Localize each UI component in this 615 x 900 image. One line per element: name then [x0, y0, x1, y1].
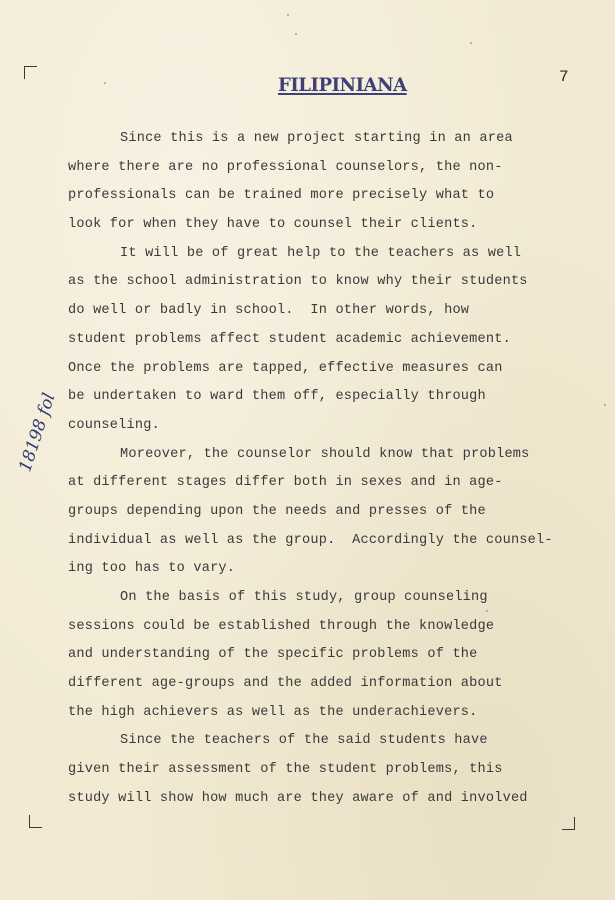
- paper-speck: [604, 404, 606, 406]
- text-line: sessions could be established through the knowledge: [68, 618, 495, 634]
- text-line: look for when they have to counsel their clients.: [68, 217, 478, 233]
- crop-mark-bottom-right: [562, 817, 575, 830]
- text-line: do well or badly in school. In other words, how: [68, 303, 470, 319]
- text-line: Once the problems are tapped, effective measures can: [68, 360, 503, 376]
- text-line: Moreover, the counselor should know that problems: [120, 446, 530, 462]
- text-line: individual as well as the group. Accordingly the counsel-: [68, 532, 553, 548]
- crop-mark-bottom-left: [29, 815, 42, 828]
- text-line: groups depending upon the needs and presses of the: [68, 503, 486, 519]
- text-line: Since the teachers of the said students have: [120, 733, 488, 749]
- filipiniana-stamp: FILIPINIANA: [278, 74, 407, 96]
- paper-speck: [486, 610, 488, 612]
- text-line: counseling.: [68, 417, 160, 433]
- text-line: be undertaken to ward them off, especially through: [68, 389, 486, 405]
- text-line: at different stages differ both in sexes and in age-: [68, 475, 503, 491]
- text-line: given their assessment of the student problems, this: [68, 762, 503, 778]
- text-line: student problems affect student academic achievement.: [68, 331, 511, 347]
- text-line: It will be of great help to the teachers as well: [120, 245, 522, 261]
- text-line: where there are no professional counselors, the non-: [68, 159, 503, 175]
- text-line: as the school administration to know why their students: [68, 274, 528, 290]
- handwritten-margin-note: 18198 fol: [15, 390, 60, 475]
- text-line: Since this is a new project starting in an area: [120, 131, 513, 146]
- body-text: [68, 125, 588, 814]
- text-line: and understanding of the specific problems of the: [68, 647, 478, 663]
- paper-speck: [287, 14, 289, 16]
- page-number: 7: [559, 68, 569, 86]
- paper-speck: [470, 42, 472, 44]
- paper-speck: [295, 33, 297, 35]
- crop-mark-top-left: [24, 66, 37, 79]
- text-line: different age-groups and the added information about: [68, 676, 503, 692]
- paper-speck: [104, 82, 106, 84]
- text-line: professionals can be trained more precisely what to: [68, 188, 495, 204]
- text-line: study will show how much are they aware of and involved: [68, 790, 528, 806]
- text-line: On the basis of this study, group counseling: [120, 590, 488, 605]
- text-line: ing too has to vary.: [68, 561, 236, 577]
- text-line: the high achievers as well as the underachievers.: [68, 704, 478, 720]
